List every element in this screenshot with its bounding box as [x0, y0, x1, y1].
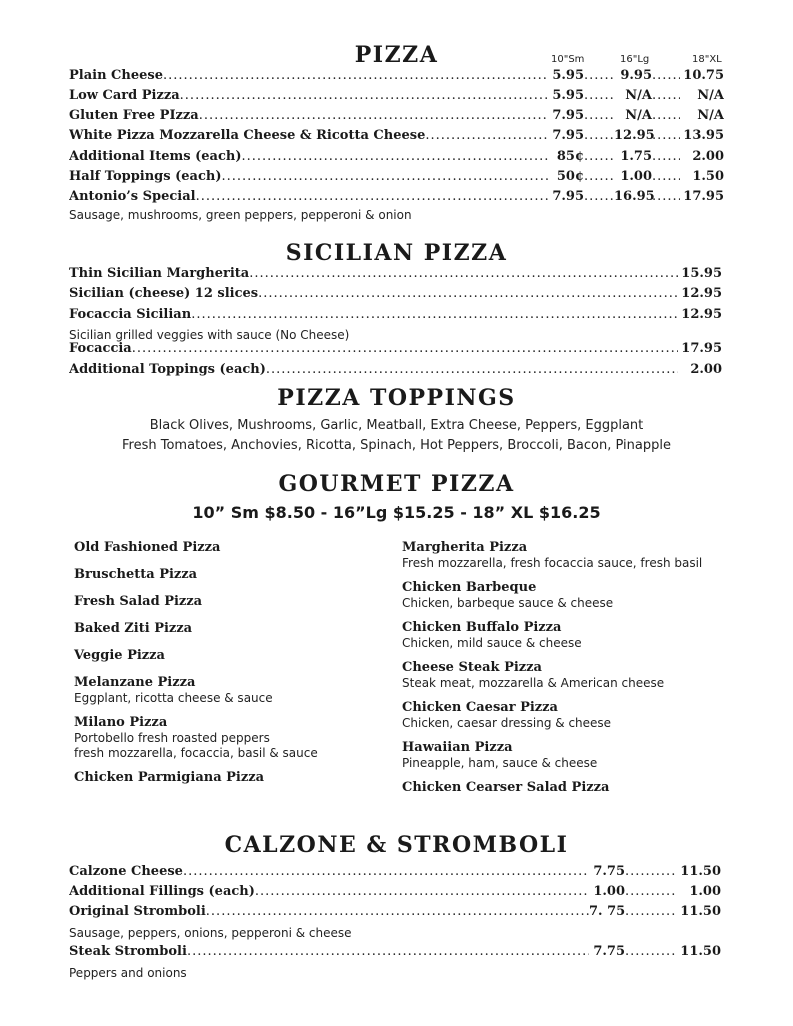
sicilian-menu-row	[69, 286, 722, 304]
calzone-section-title: CALZONE & STROMBOLI	[224, 832, 569, 858]
dot-leader	[187, 944, 589, 959]
dot-leader	[652, 189, 680, 204]
price-large: 11.50	[680, 904, 721, 919]
gourmet-section-title: GOURMET PIZZA	[278, 471, 515, 497]
dot-leader	[652, 108, 680, 123]
dot-leader	[206, 904, 589, 919]
dot-leader	[180, 88, 548, 103]
item-name: Focaccia	[69, 341, 132, 356]
gourmet-item	[74, 567, 384, 583]
item-name: Additional Toppings (each)	[69, 362, 266, 377]
item-name: Sicilian (cheese) 12 slices	[69, 286, 259, 301]
dot-leader	[625, 944, 677, 959]
gourmet-item-description: Steak meat, mozzarella & American cheese	[402, 676, 665, 690]
column-head-small: 10"Sm	[551, 54, 585, 65]
pizza-menu-row	[69, 68, 724, 86]
gourmet-item-name: Baked Ziti Pizza	[74, 621, 193, 636]
pizza-menu-row	[69, 149, 724, 167]
dot-leader	[584, 169, 614, 184]
gourmet-item-description: Chicken, barbeque sauce & cheese	[402, 596, 614, 610]
original-stromboli-description: Sausage, peppers, onions, pepperoni & cheese	[69, 926, 352, 940]
sicilian-menu-row	[69, 266, 722, 284]
price-small: 7.95	[552, 189, 584, 204]
sicilian-menu-row	[69, 362, 722, 380]
dot-leader	[163, 68, 548, 83]
dot-leader	[625, 904, 677, 919]
price: 12.95	[681, 307, 722, 322]
item-name: Low Card Pizza	[69, 88, 180, 103]
price-large: 9.95	[620, 68, 652, 83]
gourmet-item	[74, 594, 384, 610]
item-name: Half Toppings (each)	[69, 169, 222, 184]
dot-leader	[255, 884, 589, 899]
gourmet-item	[402, 780, 772, 796]
gourmet-item	[402, 740, 772, 771]
gourmet-item-description: Portobello fresh roasted peppers	[74, 731, 270, 745]
dot-leader	[249, 266, 678, 281]
price-small: 1.00	[593, 884, 625, 899]
price-small: 7.95	[552, 128, 584, 143]
sicilian-menu-row	[69, 341, 722, 359]
price-xl: 10.75	[683, 68, 724, 83]
gourmet-item	[402, 580, 772, 611]
gourmet-item-name: Margherita Pizza	[402, 540, 528, 555]
dot-leader	[241, 149, 548, 164]
gourmet-item-name: Milano Pizza	[74, 715, 168, 730]
column-head-xl: 18"XL	[692, 54, 722, 65]
price-small: 85¢	[556, 149, 584, 164]
toppings-section-title: PIZZA TOPPINGS	[277, 385, 516, 411]
price-large: 1.00	[620, 169, 652, 184]
gourmet-item-description: Chicken, caesar dressing & cheese	[402, 716, 612, 730]
item-name: Plain Cheese	[69, 68, 163, 83]
price: 15.95	[681, 266, 722, 281]
price-large: 16.95	[614, 189, 655, 204]
item-name: Steak Stromboli	[69, 944, 187, 959]
price-large: N/A	[625, 88, 652, 103]
price-xl: N/A	[697, 108, 724, 123]
item-name: Original Stromboli	[69, 904, 206, 919]
dot-leader	[258, 286, 678, 301]
gourmet-prices: 10” Sm $8.50 - 16”Lg $15.25 - 18” XL $16.25	[192, 503, 601, 522]
gourmet-item	[402, 700, 772, 731]
price-xl: 17.95	[683, 189, 724, 204]
gourmet-item-name: Chicken Parmigiana Pizza	[74, 770, 265, 785]
price-small: 7. 75	[589, 904, 626, 919]
gourmet-item-description: Eggplant, ricotta cheese & sauce	[74, 691, 273, 705]
item-name: Calzone Cheese	[69, 864, 183, 879]
dot-leader	[652, 169, 680, 184]
dot-leader	[183, 864, 589, 879]
item-name: Focaccia Sicilian	[69, 307, 192, 322]
dot-leader	[425, 128, 548, 143]
gourmet-item-name: Melanzane Pizza	[74, 675, 196, 690]
price-small: 7.75	[593, 864, 625, 879]
dot-leader	[191, 307, 678, 322]
dot-leader	[584, 68, 614, 83]
gourmet-item	[74, 715, 384, 761]
item-name: Additional Items (each)	[69, 149, 242, 164]
gourmet-left-column	[74, 540, 384, 797]
price: 12.95	[681, 286, 722, 301]
pizza-menu-row	[69, 128, 724, 146]
price-xl: 1.50	[692, 169, 724, 184]
dot-leader	[584, 189, 614, 204]
price-large: 11.50	[680, 944, 721, 959]
calzone-menu-row	[69, 904, 721, 922]
price-small: 5.95	[552, 88, 584, 103]
gourmet-item-name: Chicken Barbeque	[402, 580, 537, 595]
gourmet-item-name: Veggie Pizza	[74, 648, 165, 663]
gourmet-item-name: Chicken Caesar Pizza	[402, 700, 558, 715]
toppings-line-2: Fresh Tomatoes, Anchovies, Ricotta, Spinach, Hot Peppers, Broccoli, Bacon, Pinapple	[122, 438, 671, 453]
price-small: 7.95	[552, 108, 584, 123]
price-small: 5.95	[552, 68, 584, 83]
gourmet-item-name: Chicken Buffalo Pizza	[402, 620, 562, 635]
gourmet-item-name: Old Fashioned Pizza	[74, 540, 221, 555]
dot-leader	[652, 128, 680, 143]
toppings-list	[0, 416, 793, 456]
dot-leader	[221, 169, 548, 184]
dot-leader	[625, 884, 677, 899]
pizza-section-title: PIZZA	[354, 42, 439, 68]
gourmet-item-name: Bruschetta Pizza	[74, 567, 198, 582]
item-name: Antonio’s Special	[69, 189, 196, 204]
dot-leader	[652, 88, 680, 103]
price-large: N/A	[625, 108, 652, 123]
price-large: 1.00	[689, 884, 721, 899]
sicilian-section-title: SICILIAN PIZZA	[285, 240, 508, 266]
gourmet-item-name: Fresh Salad Pizza	[74, 594, 203, 609]
item-name: White Pizza Mozzarella Cheese & Ricotta Cheese	[69, 128, 426, 143]
item-name: Additional Fillings (each)	[69, 884, 255, 899]
pizza-menu-row	[69, 189, 724, 207]
gourmet-item	[74, 540, 384, 556]
gourmet-item	[402, 540, 772, 571]
dot-leader	[625, 864, 677, 879]
price-large: 12.95	[614, 128, 655, 143]
dot-leader	[199, 108, 548, 123]
calzone-menu-row	[69, 884, 721, 902]
gourmet-item	[74, 648, 384, 664]
sicilian-menu-row	[69, 307, 722, 325]
price-large: 1.75	[620, 149, 652, 164]
price-xl: 13.95	[683, 128, 724, 143]
price-xl: 2.00	[692, 149, 724, 164]
price-large: 11.50	[680, 864, 721, 879]
price-small: 7.75	[593, 944, 625, 959]
dot-leader	[584, 149, 614, 164]
focaccia-description: Sicilian grilled veggies with sauce (No Cheese)	[69, 328, 350, 342]
gourmet-item-name: Hawaiian Pizza	[402, 740, 513, 755]
gourmet-item	[402, 660, 772, 691]
item-name: Thin Sicilian Margherita	[69, 266, 250, 281]
calzone-menu-row	[69, 864, 721, 882]
pizza-menu-row	[69, 169, 724, 187]
steak-stromboli-description: Peppers and onions	[69, 966, 187, 980]
pizza-menu-row	[69, 108, 724, 126]
gourmet-item	[402, 620, 772, 651]
gourmet-item-description: Pineapple, ham, sauce & cheese	[402, 756, 598, 770]
price: 2.00	[690, 362, 722, 377]
gourmet-right-column	[402, 540, 772, 807]
gourmet-item	[74, 621, 384, 637]
dot-leader	[132, 341, 678, 356]
dot-leader	[652, 68, 680, 83]
gourmet-item-name: Chicken Cearser Salad Pizza	[402, 780, 610, 795]
gourmet-item	[74, 675, 384, 706]
gourmet-item-description: Chicken, mild sauce & cheese	[402, 636, 582, 650]
gourmet-item-description: Fresh mozzarella, fresh focaccia sauce, fresh basil	[402, 556, 703, 570]
item-name: Gluten Free PIzza	[69, 108, 199, 123]
toppings-line-1: Black Olives, Mushrooms, Garlic, Meatball, Extra Cheese, Peppers, Eggplant	[149, 418, 644, 433]
dot-leader	[584, 128, 614, 143]
column-head-large: 16"Lg	[620, 54, 650, 65]
price: 17.95	[681, 341, 722, 356]
antonios-special-description: Sausage, mushrooms, green peppers, pepperoni & onion	[69, 208, 412, 222]
dot-leader	[652, 149, 680, 164]
dot-leader	[584, 88, 614, 103]
gourmet-item-description: fresh mozzarella, focaccia, basil & sauce	[74, 746, 318, 760]
dot-leader	[584, 108, 614, 123]
gourmet-item	[74, 770, 384, 786]
price-small: 50¢	[556, 169, 584, 184]
dot-leader	[266, 362, 678, 377]
dot-leader	[196, 189, 548, 204]
price-xl: N/A	[697, 88, 724, 103]
pizza-menu-row	[69, 88, 724, 106]
gourmet-item-name: Cheese Steak Pizza	[402, 660, 542, 675]
calzone-menu-row	[69, 944, 721, 962]
